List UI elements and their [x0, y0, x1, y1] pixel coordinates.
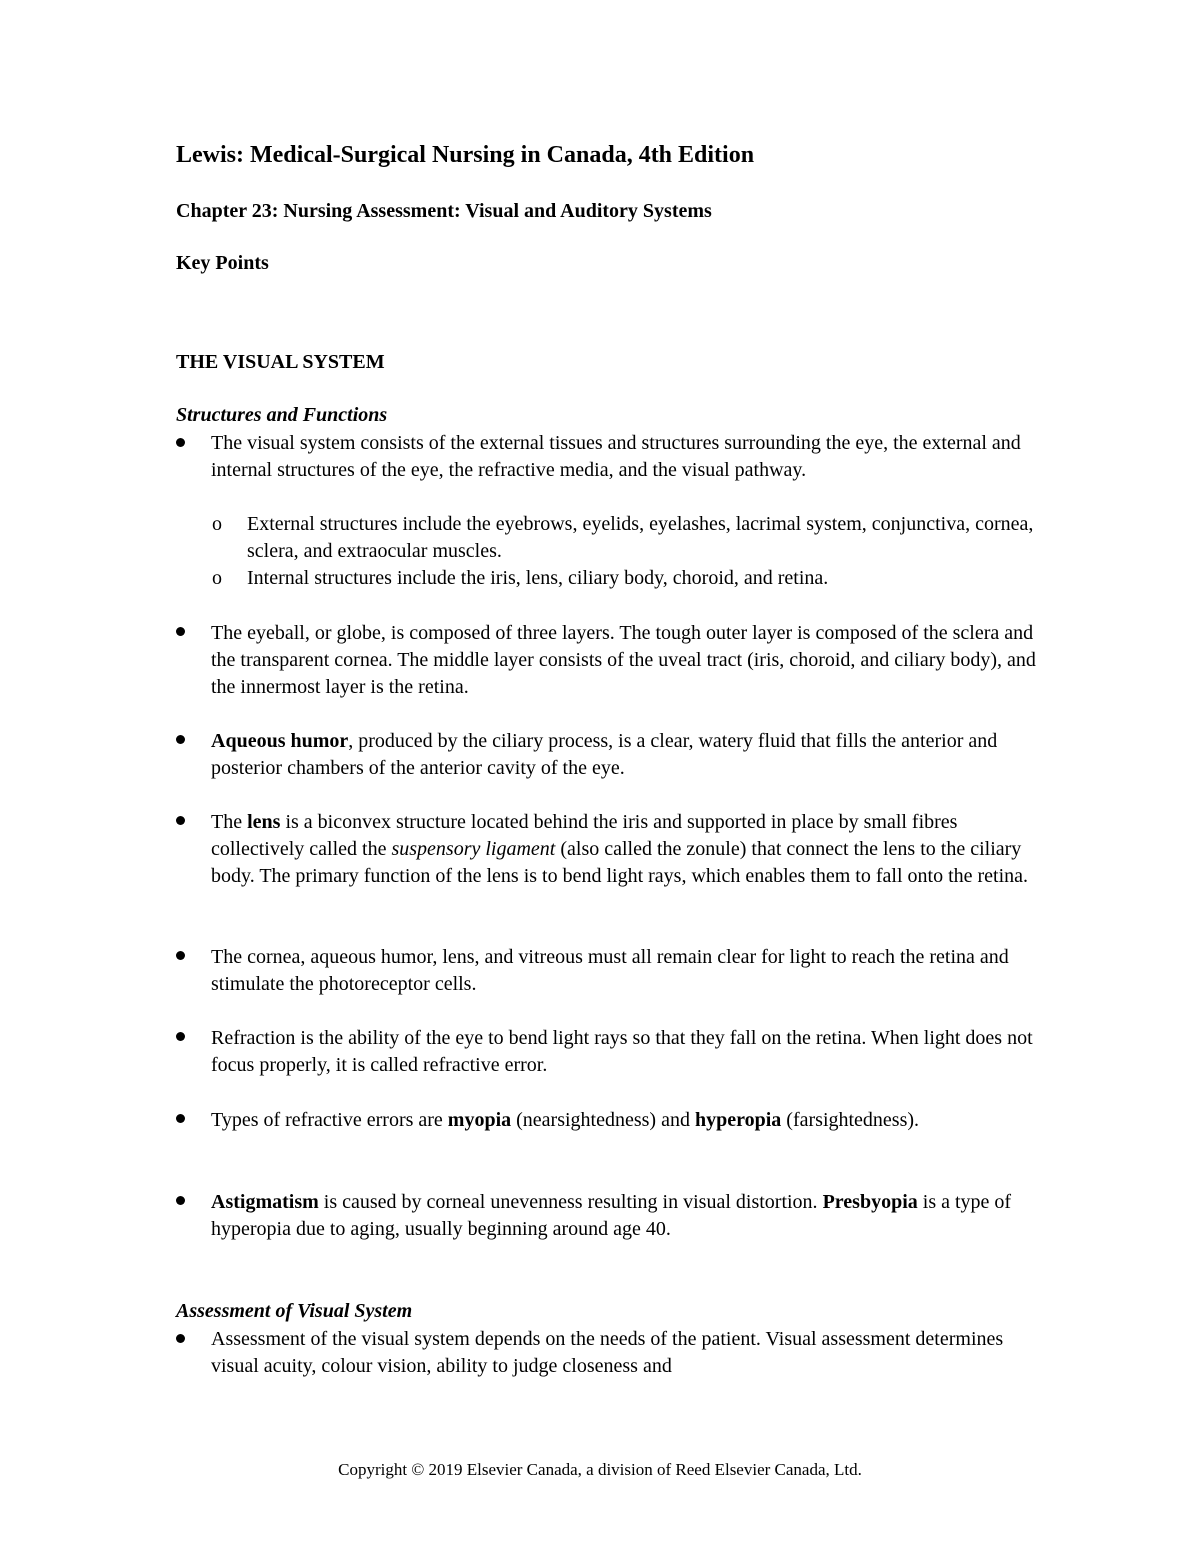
structures-subheading: Structures and Functions	[176, 404, 388, 426]
bullet-icon	[176, 816, 185, 825]
section-heading: THE VISUAL SYSTEM	[176, 351, 385, 373]
term-myopia: myopia	[447, 1109, 512, 1131]
bullet-icon	[176, 951, 185, 960]
bullet-visual-system: The visual system consists of the external tissues and structures surrounding the eye, the external and internal structures of the eye, the refractive media, and the visual pathway.	[211, 432, 1021, 481]
bullet-eyeball-layers: The eyeball, or globe, is composed of three layers. The tough outer layer is composed of the sclera and the transparent cornea. The middle layer consists of the uveal tract (iris, choroid, and ciliary body), and the innermost layer is the retina.	[211, 622, 1036, 698]
key-points-heading: Key Points	[176, 252, 269, 274]
bullet-visual-assessment: Assessment of the visual system depends on the needs of the patient. Visual assessment determines visual acuity, colour vision, ability to judge closeness and	[211, 1328, 1004, 1377]
term-hyperopia: hyperopia	[694, 1109, 782, 1131]
bullet-icon	[176, 1334, 185, 1343]
bullet-clear-media: The cornea, aqueous humor, lens, and vitreous must all remain clear for light to reach the retina and stimulate the photoreceptor cells.	[211, 946, 1009, 995]
term-suspensory-ligament: suspensory ligament	[391, 838, 556, 860]
bullet-refractive-errors: Types of refractive errors are myopia (nearsightedness) and hyperopia (farsightedness).	[211, 1109, 920, 1131]
bullet-refraction: Refraction is the ability of the eye to bend light rays so that they fall on the retina. When light does not focus properly, it is called refractive error.	[211, 1027, 1033, 1076]
assessment-subheading: Assessment of Visual System	[176, 1300, 413, 1322]
bullet-icon	[176, 438, 185, 447]
term-aqueous-humor: Aqueous humor	[211, 730, 349, 752]
bullet-aqueous-humor: Aqueous humor, produced by the ciliary process, is a clear, watery fluid that fills the anterior and posterior chambers of the anterior cavity of the eye.	[211, 730, 998, 779]
sub-bullet-external-structures: External structures include the eyebrows, eyelids, eyelashes, lacrimal system, conjunctiva, cornea, sclera, and extraocular muscles.	[247, 513, 1034, 562]
bullet-icon	[176, 1032, 185, 1041]
term-lens: lens	[247, 811, 281, 833]
bullet-astigmatism: Astigmatism is caused by corneal unevenness resulting in visual distortion. Presbyopia is a type of hyperopia due to aging, usually beginning around age 40.	[211, 1191, 1012, 1240]
term-astigmatism: Astigmatism	[211, 1191, 319, 1213]
bullet-icon	[176, 1196, 185, 1205]
copyright-footer: Copyright © 2019 Elsevier Canada, a division of Reed Elsevier Canada, Ltd.	[338, 1460, 862, 1479]
bullet-lens: The lens is a biconvex structure located behind the iris and supported in place by small fibres collectively called the suspensory ligament (also called the zonule) that connect the lens to the ciliary body. The primary function of the lens is to bend light rays, which enables them to fall onto the retina.	[211, 811, 1029, 887]
bullet-icon	[176, 1114, 185, 1123]
term-presbyopia: Presbyopia	[822, 1191, 918, 1213]
chapter-heading: Chapter 23: Nursing Assessment: Visual and Auditory Systems	[176, 200, 712, 222]
sub-bullet-marker: o	[212, 567, 222, 589]
bullet-icon	[176, 735, 185, 744]
sub-bullet-internal-structures: Internal structures include the iris, lens, ciliary body, choroid, and retina.	[247, 567, 829, 589]
document-title: Lewis: Medical-Surgical Nursing in Canada, 4th Edition	[176, 142, 755, 168]
bullet-icon	[176, 627, 185, 636]
sub-bullet-marker: o	[212, 513, 222, 535]
